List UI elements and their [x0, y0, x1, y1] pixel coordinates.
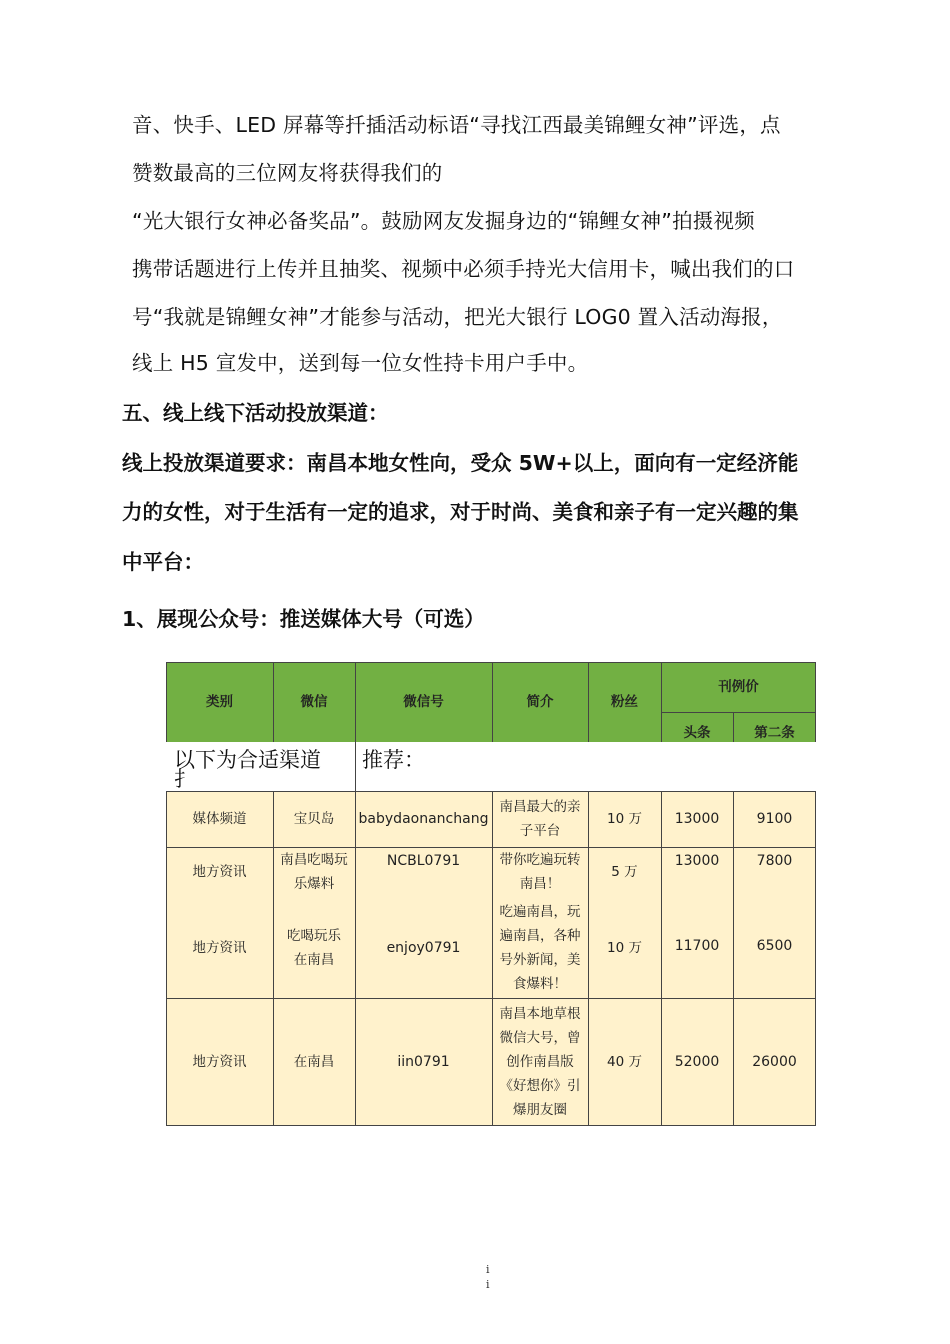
grid-line	[661, 791, 662, 1126]
table-cell: 地方资讯	[192, 940, 247, 956]
table-cell: 13000	[674, 811, 720, 827]
table-cell: 地方资讯	[192, 1054, 247, 1070]
grid-line	[661, 712, 816, 713]
body-text-line: 号“我就是锦鲤女神”才能参与活动，把光大银行 LOG0 置入活动海报，	[132, 305, 783, 329]
page-footer-mark: i	[486, 1263, 490, 1276]
table-cell: 南昌最大的亲子平台	[499, 799, 581, 839]
header-price: 刊例价	[661, 662, 816, 712]
page-footer-mark: i	[486, 1278, 490, 1291]
grid-line	[166, 791, 816, 792]
grid-line	[166, 998, 816, 999]
recommend-left-cut: 扌	[174, 768, 195, 790]
table-cell: 地方资讯	[192, 864, 247, 880]
grid-line	[492, 662, 493, 742]
header-fans: 粉丝	[588, 662, 661, 742]
table-cell: 26000	[752, 1054, 797, 1070]
table-cell: 52000	[674, 1054, 720, 1070]
body-text-line: 中平台：	[122, 550, 204, 574]
table-cell: 吃喝玩乐在南昌	[287, 928, 341, 968]
section-heading: 五、线上线下活动投放渠道：	[122, 401, 389, 425]
table-cell: 40 万	[607, 1054, 642, 1070]
table-cell: babydaonanchang	[358, 811, 489, 827]
body-text-line: 赞数最高的三位网友将获得我们的	[132, 161, 443, 185]
grid-line	[661, 662, 662, 742]
table-cell: 5 万	[611, 864, 638, 880]
header-wechat-id: 微信号	[355, 662, 492, 742]
table-cell: 南昌本地草根微信大号，曾创作南昌版《好想你》引爆朋友圈	[499, 1006, 581, 1118]
recommend-right-text: 推荐：	[362, 748, 425, 772]
grid-line	[166, 791, 167, 1126]
body-text-line: “光大银行女神必备奖品”。鼓励网友发掘身边的“锦鲤女神”拍摄视频	[132, 209, 755, 233]
table-cell: 宝贝岛	[293, 811, 335, 827]
table-cell: enjoy0791	[386, 940, 461, 956]
table-cell: 在南昌	[293, 1054, 335, 1070]
table-cell: 6500	[756, 938, 793, 954]
grid-line	[273, 791, 274, 1126]
table-cell: iin0791	[397, 1054, 450, 1070]
table-cell: 7800	[756, 853, 793, 869]
grid-line	[588, 791, 589, 1126]
table-cell: 吃遍南昌，玩遍南昌，各种号外新闻，美食爆料！	[499, 904, 581, 992]
grid-line	[815, 791, 816, 1126]
grid-line	[588, 662, 589, 742]
header-wechat: 微信	[273, 662, 355, 742]
grid-line	[166, 1125, 816, 1126]
table-cell: 10 万	[607, 811, 642, 827]
grid-line	[733, 791, 734, 1126]
body-text-line: 线上 H5 宣发中，送到每一位女性持卡用户手中。	[132, 351, 589, 375]
table-cell: NCBL0791	[386, 853, 461, 869]
grid-line	[273, 662, 274, 742]
grid-line	[355, 742, 356, 791]
table-cell: 13000	[674, 853, 720, 869]
grid-line	[166, 662, 816, 663]
table-cell: 9100	[756, 811, 793, 827]
grid-line	[815, 662, 816, 742]
header-second: 第二条	[733, 724, 816, 742]
body-text-line: 携带话题进行上传并且抽奖、视频中必须手持光大信用卡，喊出我们的口	[132, 257, 795, 281]
table-cell: 带你吃遍玩转南昌！	[499, 852, 581, 892]
body-text-line: 力的女性，对于生活有一定的追求，对于时尚、美食和亲子有一定兴趣的集	[122, 500, 799, 524]
grid-line	[733, 712, 734, 742]
header-category: 类别	[166, 662, 273, 742]
grid-line	[492, 791, 493, 1126]
grid-line	[166, 847, 816, 848]
header-intro: 简介	[492, 662, 588, 742]
grid-line	[355, 662, 356, 742]
table-cell: 10 万	[607, 940, 642, 956]
header-first: 头条	[661, 724, 733, 742]
body-text-line: 线上投放渠道要求：南昌本地女性向，受众 5W+以上，面向有一定经济能	[122, 451, 799, 475]
table-cell: 南昌吃喝玩乐爆料	[280, 852, 348, 892]
media-channel-table	[166, 662, 816, 1126]
grid-line	[355, 791, 356, 1126]
grid-line	[166, 662, 167, 742]
body-text-line: 音、快手、LED 屏幕等扦插活动标语“寻找江西最美锦鲤女神”评选，点	[132, 113, 781, 137]
recommend-left-text: 以下为合适渠道	[174, 748, 321, 772]
table-cell: 11700	[674, 938, 720, 954]
table-cell: 媒体频道	[192, 811, 247, 827]
subheading: 1、展现公众号：推送媒体大号（可选）	[122, 607, 485, 631]
